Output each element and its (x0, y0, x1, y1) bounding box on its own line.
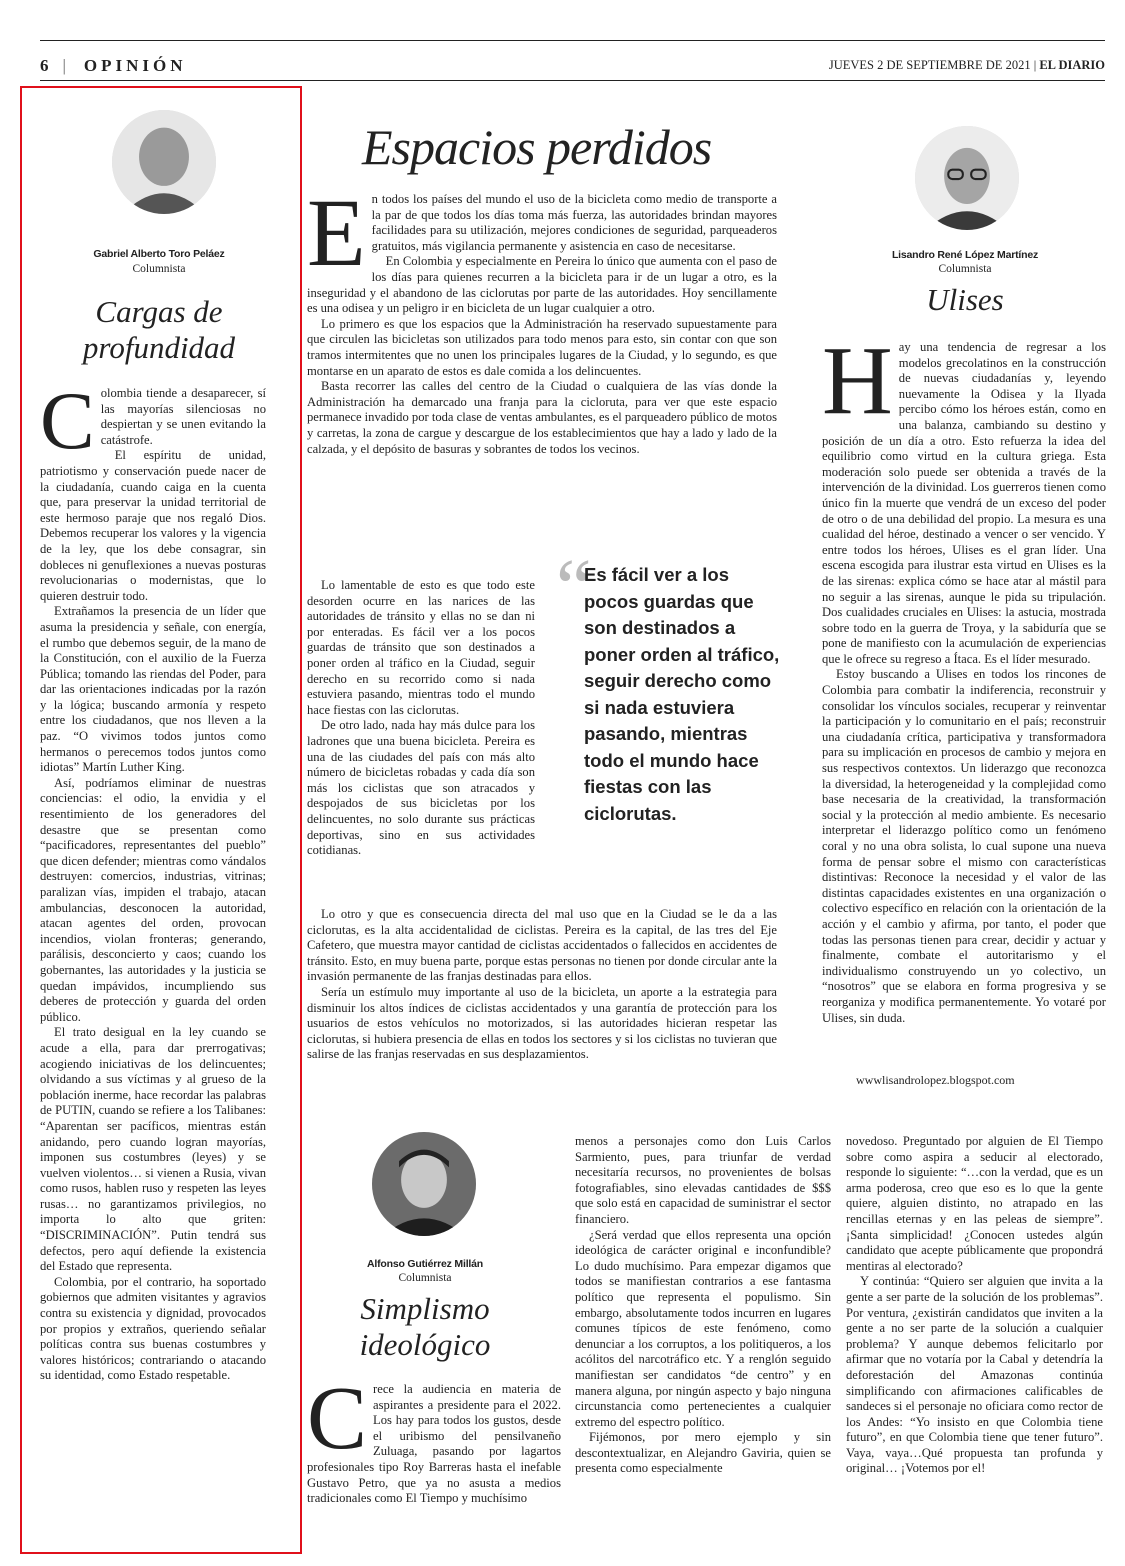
paragraph: Lo otro y que es consecuencia directa del mal uso que en la Ciudad se le da a las ciclorutas, es la alta accidentalidad de ciclistas. Pereira es la capital, de las tres del Eje Cafetero, que muestra mayor cantidad de ciclistas accidentados o fallecidos en accidentes de tránsito. Esto, en muy buena parte, porque estas personas no tienen por donde circular ante la invasión permanente de las franjas destinadas para ellos. (307, 907, 777, 984)
paragraph: n todos los países del mundo el uso de la bicicleta como medio de transporte a la par de que todos los días toma más fuerza, las autoridades brindan mayores facilidades para su utilización, mejores condiciones de seguridad, parqueaderos gratuitos, más vigilancia permanente y asistencia en caso de necesitarse. (371, 192, 777, 253)
drop-cap: H (822, 327, 893, 435)
bottom-article-col2 (575, 1134, 831, 1477)
header-separator: | (62, 56, 70, 75)
blog-link[interactable]: wwwlisandrolopez.blogspot.com (856, 1073, 1015, 1087)
drop-cap: C (40, 375, 95, 466)
paragraph: Basta recorrer las calles del centro de la Ciudad o cualquiera de las vías donde la Administración ha demarcado una franja para la cicloruta, para ver que este espacio permanece invadido por toda clase de ventas ambulantes, es el parqueadero público de motos y carretas, la zona de cargue y descargue de los establecimientos que hay a lado y lado de la calzada, y el depósito de basuras y sobrantes de todos los vecinos. (307, 379, 777, 456)
column-title: Cargas de profundidad (82, 294, 236, 365)
editorial-title: Espacios perdidos (362, 119, 712, 175)
column-title: Ulises (926, 282, 1004, 317)
editorial-body-top (307, 179, 777, 457)
paragraph: menos a personajes como don Luis Carlos Sarmiento, pues, para triunfar de verdad necesitaría recursos, no provenientes de bolsas fotografiables, sino elevadas cantidades de $$$ que solo está en capacidad de suministrar el sector financiero. (575, 1134, 831, 1226)
paragraph: Así, podríamos eliminar de nuestras conciencias: el odio, la envidia y el resentimiento de los generadores del desastre que se presentan como “pacificadores, representantes del pueblo” que dicen defender; mientras como vándalos destruyen: comercios, industrias, vitrinas; paralizan vías, impiden el trabajo, atacan ambulancias, desconocen la autoridad, atacan agentes del orden, provocan incendios, violan fronteras; generando, parálisis, desconcierto y caos; cuando los gobernantes, las autoridades y la justicia se quedan impávidos, incumpliendo sus deberes de protección y guarda del orden público. (40, 775, 266, 1024)
paragraph: ¿Será verdad que ellos representa una opción ideológica de carácter original e inconfundible? Lo dudo muchísimo. Para empezar digamos que todos se manifiestan contrarios a ese fantasma político que representa el populismo. Sin embargo, absolutamente todos incurren en lugares comunes típicos de este fenómeno, como denunciar a los corruptos, a los politiqueros, a los acólitos del narcotráfico etc. Y a renglón seguido manifiestan ser candidatos “de centro” y en manera alguna, por ningún aspecto y bajo ninguna circunstancia como pertenecientes a cualquier extremo del espectro político. (575, 1227, 831, 1429)
top-rule (40, 40, 1105, 41)
paragraph: olombia tiende a desaparecer, sí las mayorías silenciosas no despiertan y se unen evitando la catástrofe. (100, 386, 266, 447)
paragraph: El espíritu de unidad, patriotismo y conservación puede nacer de la ciudadanía, cuando caiga en la cuenta que, para preservar la unidad territorial de este hermoso paraje que nos regaló Dios. Debemos recuperar los valores y la vigencia de la ley, que los debe consagrar, sin dobleces ni genuflexiones a nuevas posturas revolucionarias o modernistas, que lo quieren destruir todo. (40, 448, 266, 603)
date-line: JUEVES 2 DE SEPTIEMBRE DE 2021 | EL DIARIO (828, 58, 1105, 72)
paragraph: Y continúa: “Quiero ser alguien que invita a la gente a ser parte de la solución de los problemas”. Por ventura, ¿existirán candidatos que inviten a la gente a no ser parte de la solución a cualquier problema? Y aunque debemos felicitarlo por afirmar que no votaría por la Cabal y detendría la deforestación del Amazonas continúa simplificando con afirmaciones calificables de sandeces si el personaje no oficiara como rector de los Andes: “Yo insisto en que Colombia tiene futuro”, en que Colombia tiene que tener futuro”. Vaya, vaya…Qué propuesta tan profunda y original… ¡Votemos por el! (846, 1274, 1103, 1476)
author-name: Lisandro René López Martínez (891, 249, 1039, 261)
drop-cap: C (307, 1369, 368, 1468)
column-title: Simplismo ideológico (359, 1291, 491, 1362)
paragraph: En Colombia y especialmente en Pereira lo único que aumenta con el paso de los días para quienes recurren a la bicicleta para ir de un lugar a otro, es la inseguridad y el abandono de las ciclorutas por parte de las autoridades. Hoy sencillamente es una odisea y un peligro ir en bicicleta de un lugar cualquier a otro. (307, 254, 777, 316)
paragraph: rece la audiencia en materia de aspirantes a presidente para el 2022. Los hay para todos los gustos, desde el uribismo del pensilvaneño Zuluaga, pasando por lagartos profesionales tipo Roy Barreras hasta el inefable Gustavo Petro, que ya no asusta a medios tradicionales como El Tiempo y muchísimo (307, 1382, 561, 1506)
author-name: Gabriel Alberto Toro Peláez (93, 248, 225, 260)
column-body (822, 327, 1106, 1026)
paragraph: Sería un estímulo muy importante al uso de la bicicleta, un aporte a la estrategia para disminuir los altos índices de ciclistas accidentados y una garantía de protección para los usuarios de estos vehículos no motorizados, si las autoridades hicieran respetar las ciclorutas, si hubiera presencia de ellas en todos los sectores y si los ciclistas no tuvieran que salirse de las franjas reservadas en sus desplazamientos. (307, 984, 777, 1062)
bottom-article-col3 (846, 1134, 1103, 1477)
paragraph: Colombia, por el contrario, ha soportado gobiernos que admiten visitantes y agravios contra su existencia y dignidad, provocados por propios y extraños, queriendo señalar políticas contra sus buenas costumbres y valores históricos; contrariando o atacando su identidad, como Estado respetable. (40, 1274, 266, 1383)
paragraph: novedoso. Preguntado por alguien de El Tiempo sobre como aspira a seducir al electorado, responde lo siguiente: “…con la verdad, que es un arma poderosa, creo que eso es lo que la gente quiere, alguien distinto, no atrapado en las rencillas eternas y en las peleas de siempre”. ¡Santa simplicidad! ¿Conocen ustedes algún candidato que acepte públicamente que propondrá mentiras al electorado? (846, 1134, 1103, 1273)
header-bottom-rule (40, 80, 1105, 81)
bottom-article-col1 (307, 1369, 561, 1507)
issue-date: JUEVES 2 DE SEPTIEMBRE DE 2021 (828, 58, 1031, 72)
editorial-body-narrow (307, 578, 535, 859)
paragraph: ay una tendencia de regresar a los modelos grecolatinos en la construcción de nuevas ciudadanías y, leyendo nuevamente la Odisea y la Ilyada percibo cómo los héroes están, como en una balanza, cambiando su destino y posición de un día a otro. Esto refuerza la idea del equilibrio como virtud en la cultura griega. Esta moderación solo puede ser obtenida a través de la intervención de la divinidad. Los guerreros tienen como único fin la muerte que vendrá de un exceso del poder de otro o de una debilidad del propio. La mesura es una cualidad del héroe, destinado a vencer o ser vencido. Y entre todos los héroes, Ulises es el gran líder. Una escena escogida para ilustrar esta virtud en Ulises es la de las sirenas: explica cómo se hace atar al mástil para no seguir a las sirenas, aunque le pida su tripulación. Dos cualidades cruciales en Ulises: la astucia, mostrada sobre todo en la guerra de Troya, y la sabiduría que se pone de manifiesto con la acumulación de experiencias que le ofrece su regreso a Ítaca. Es el líder mesurado. (822, 340, 1106, 666)
paragraph: De otro lado, nada hay más dulce para los ladrones que una buena bicicleta. Pereira es una de las ciudades del país con más alto número de bicicletas robadas y cada día son más los ciclistas que son atracados y despojados de sus bicicletas por los delincuentes, no solo durante sus prácticas deportivas, sino en sus actividades cotidianas. (307, 718, 535, 858)
drop-cap: E (307, 179, 366, 286)
paragraph: Fijémonos, por mero ejemplo y sin descontextualizar, en Alejandro Gaviria, quien se presenta como especialmente (575, 1430, 831, 1476)
quote-mark-icon: “ (556, 544, 592, 632)
author-role: Columnista (132, 263, 186, 275)
author-photo (112, 110, 216, 214)
paragraph: Estoy buscando a Ulises en todos los rincones de Colombia para combatir la indiferencia, reconstruir y consolidar los vínculos sociales, recuperar y reinventar la participación y lo comunitario en el país; reconstruir una ciudadanía crítica, participativa y transformadora para su implicación en procesos de cambio y mejora en sus respectivos contextos. Un liderazgo que reconozca la diversidad, la heterogeneidad y la complejidad como base necesaria de la creatividad, la transformación social y la protección al medio ambiente. Es necesario interpretar el liderazgo político como un fenómeno coral y no una obra solista, lo cual supone una nueva forma de pensar sobre el mismo con características distintivas: Reconoce la necesidad y el valor de las distintas capacidades existentes en una organización o colectivo específico en relación con la orientación de la acción y el cambio y afirma, por tanto, el poder que todas las personas tienen para crear, decidir y actuar y finalmente, combate el autoritarismo y el individualismo construyendo un yo colectivo, un “nosotros” que se elabora en forma progresiva y se reorganiza y modifica permanentemente. Yo votaré por Ulises, sin duda. (822, 667, 1106, 1025)
paragraph: Lo lamentable de esto es que todo este desorden ocurre en las narices de las autoridades de tránsito y ellas no se dan ni por enteradas. Es fácil ver a los pocos guardas de tránsito que son destinados a poner orden al tráfico en la Ciudad, seguir derecho en su recorrido como si nada estuviera pasando, mientras todo el mundo hace fiestas con las ciclorutas. (307, 578, 535, 717)
section-name: OPINIÓN (83, 56, 187, 75)
author-name: Alfonso Gutiérrez Millán (367, 1258, 483, 1270)
pull-quote-text: Es fácil ver a los pocos guardas que son destinados a poner orden al tráfico, seguir derecho como si nada estuviera pasando, mientras todo el mundo hace fiestas con las ciclorutas. (584, 564, 780, 824)
column-body (40, 375, 266, 1384)
author-role: Columnista (398, 1272, 452, 1284)
author-photo (372, 1132, 476, 1236)
page-number: 6 (40, 56, 49, 75)
author-role: Columnista (938, 263, 992, 275)
editorial-body-bottom (307, 907, 777, 1063)
newspaper-name: EL DIARIO (1039, 58, 1105, 72)
section-header (40, 56, 187, 76)
paragraph: Lo primero es que los espacios que la Administración ha reservado supuestamente para que circulen las bicicletas son utilizados para todo menos para esto, sin contar con que son tramos intermitentes que no unen los principales lugares de la Ciudad, y lo segundo, es que montarse en un aparato de estos es dale comida a los delincuentes. (307, 316, 777, 378)
paragraph: Extrañamos la presencia de un líder que asuma la presidencia y señale, con energía, el rumbo que debemos seguir, de la mano de la Constitución, con el auxilio de la Fuerza Pública; tomando las riendas del Poder, para dar las orientaciones indicadas por la razón y la lógica; buscando armonía y respeto entre los ciudadanos, que nos lleven a la paz. “O vivimos todos juntos como hermanos o perecemos todos juntos como idiotas” Martín Luther King. (40, 604, 266, 775)
paragraph: El trato desigual en la ley cuando se acude a ella, para dar prerrogativas; acogiendo iniciativas de los delincuentes; olvidando a sus víctimas y al grueso de la población inerme, hace recordar las palabras de PUTIN, cuando se refiere a los Talibanes: “Aparentan ser pacíficos, mientras están anidando, pero cuando logran mayorías, imponen sus costumbres (leyes) y se vuelven violentos… si vienen a Rusia, vivan como rusos, hablen ruso y respeten las leyes rusas… no garantizamos privilegios, no importa lo alto que griten: “DISCRIMINACIÓN”. Putin tendrá sus defectos, pero aquí defiende la existencia del Estado que representa. (40, 1025, 266, 1274)
author-photo (915, 126, 1019, 230)
